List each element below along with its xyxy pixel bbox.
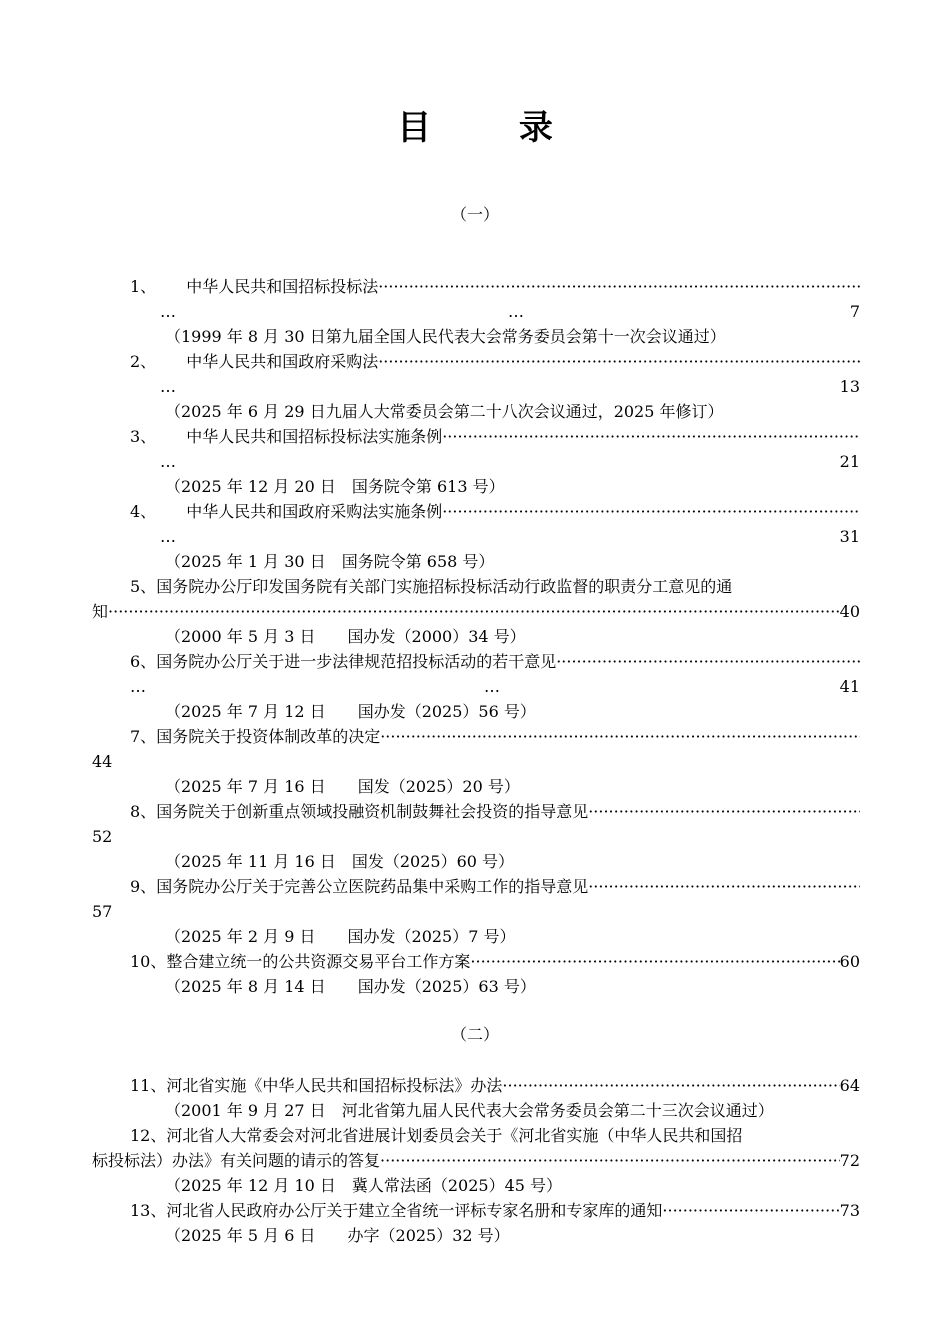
leader-dots — [378, 349, 860, 374]
page-number: 57 — [92, 902, 113, 921]
leader-dots — [378, 274, 860, 299]
entry-note: （2025 年 6 月 29 日九届人大常委员会第二十八次会议通过，2025 年修订） — [165, 402, 724, 421]
toc-entry-5[interactable] — [130, 574, 860, 599]
entry-note: （2025 年 12 月 20 日 国务院令第 613 号） — [165, 477, 505, 496]
leader-continuation: … — [130, 677, 146, 696]
entry-note: （2000 年 5 月 3 日 国办发（2000）34 号） — [165, 627, 526, 646]
entry-note: （2025 年 7 月 12 日 国办发（2025）56 号） — [165, 702, 536, 721]
entry-note: （2025 年 7 月 16 日 国发（2025）20 号） — [165, 777, 520, 796]
entry-title: 中华人民共和国政府采购法实施条例 — [186, 502, 443, 521]
entry-title: 国务院办公厅关于进一步法律规范招投标活动的若干意见 — [156, 652, 557, 671]
entry-number: 2、 — [130, 352, 157, 371]
toc-entry-4[interactable] — [92, 499, 860, 524]
leader-dots — [662, 1198, 839, 1223]
page-number: 72 — [839, 1151, 860, 1170]
leader-continuation: … — [160, 452, 176, 471]
toc-entry-9[interactable] — [130, 874, 860, 899]
leader-dots — [442, 499, 860, 524]
toc-entry-12-cont[interactable] — [92, 1148, 860, 1173]
page-title: 目 录 — [397, 108, 591, 148]
entry-note: （1999 年 8 月 30 日第九届全国人民代表大会常务委员会第十一次会议通过） — [165, 327, 726, 346]
entry-number: 8、 — [130, 802, 157, 821]
leader-dots — [588, 874, 860, 899]
toc-entry-11[interactable] — [130, 1073, 860, 1098]
toc-entry-3[interactable] — [92, 424, 860, 449]
toc-entry-7[interactable] — [130, 724, 860, 749]
entry-number: 5、 — [130, 577, 157, 596]
entry-title: 河北省人大常委会对河北省进展计划委员会关于《河北省实施（中华人民共和国招 — [166, 1126, 743, 1145]
page-number: 64 — [839, 1076, 860, 1095]
entry-note: （2025 年 12 月 10 日 冀人常法函（2025）45 号） — [165, 1176, 563, 1195]
section-heading-2: （二） — [450, 1025, 499, 1044]
entry-number: 12、 — [130, 1126, 167, 1145]
entry-note: （2001 年 9 月 27 日 河北省第九届人民代表大会常务委员会第二十三次会议通过） — [165, 1101, 774, 1120]
leader-dots — [588, 799, 860, 824]
leader-dots — [108, 599, 840, 624]
entry-note: （2025 年 1 月 30 日 国务院令第 658 号） — [165, 552, 495, 571]
entry-title: 中华人民共和国招标投标法实施条例 — [186, 427, 443, 446]
entry-number: 9、 — [130, 877, 157, 896]
entry-title: 国务院关于投资体制改革的决定 — [156, 727, 381, 746]
entry-number: 4、 — [130, 502, 157, 521]
leader-continuation: … — [160, 302, 176, 321]
entry-number: 7、 — [130, 727, 157, 746]
page-number: 60 — [839, 952, 860, 971]
toc-entry-10[interactable] — [130, 949, 860, 974]
entry-number: 10、 — [130, 952, 167, 971]
toc-entry-12[interactable] — [130, 1123, 860, 1148]
leader-continuation: … — [160, 527, 176, 546]
leader-continuation: … — [508, 302, 524, 321]
entry-title: 国务院关于创新重点领域投融资机制鼓舞社会投资的指导意见 — [156, 802, 589, 821]
page-number: 40 — [839, 602, 860, 621]
entry-title: 国务院办公厅印发国务院有关部门实施招标投标活动行政监督的职责分工意见的通 — [156, 577, 733, 596]
entry-title-cont: 知 — [92, 602, 109, 621]
page-number: 41 — [839, 677, 860, 696]
leader-dots — [556, 649, 860, 674]
toc-entry-2[interactable] — [92, 349, 860, 374]
toc-entry-5-cont[interactable] — [92, 599, 860, 624]
page-number: 52 — [92, 827, 113, 846]
entry-note: （2025 年 11 月 16 日 国发（2025）60 号） — [165, 852, 515, 871]
toc-entry-13[interactable] — [130, 1198, 860, 1223]
page-number: 44 — [92, 752, 113, 771]
toc-entry-8[interactable] — [130, 799, 860, 824]
leader-dots — [470, 949, 839, 974]
leader-dots — [442, 424, 860, 449]
entry-number: 1、 — [130, 277, 157, 296]
entry-note: （2025 年 8 月 14 日 国办发（2025）63 号） — [165, 977, 536, 996]
entry-title: 中华人民共和国招标投标法 — [186, 277, 379, 296]
toc-entry-1[interactable] — [92, 274, 860, 299]
leader-continuation: … — [160, 377, 176, 396]
entry-title: 中华人民共和国政府采购法 — [186, 352, 379, 371]
section-heading-1: （一） — [450, 205, 499, 224]
entry-note: （2025 年 2 月 9 日 国办发（2025）7 号） — [165, 927, 516, 946]
toc-entry-6[interactable] — [130, 649, 860, 674]
page-number: 7 — [849, 302, 860, 321]
entry-title: 河北省人民政府办公厅关于建立全省统一评标专家名册和专家库的通知 — [166, 1201, 663, 1220]
page-number: 31 — [839, 527, 860, 546]
entry-number: 11、 — [130, 1076, 167, 1095]
page-number: 21 — [839, 452, 860, 471]
entry-number: 6、 — [130, 652, 157, 671]
leader-continuation: … — [484, 677, 500, 696]
leader-dots — [380, 724, 860, 749]
entry-title: 河北省实施《中华人民共和国招标投标法》办法 — [166, 1076, 503, 1095]
entry-title: 整合建立统一的公共资源交易平台工作方案 — [166, 952, 471, 971]
entry-number: 3、 — [130, 427, 157, 446]
entry-title: 国务院办公厅关于完善公立医院药品集中采购工作的指导意见 — [156, 877, 589, 896]
entry-note: （2025 年 5 月 6 日 办字（2025）32 号） — [165, 1226, 510, 1245]
entry-number: 13、 — [130, 1201, 167, 1220]
leader-dots — [380, 1148, 840, 1173]
page-number: 13 — [839, 377, 860, 396]
entry-title-cont: 标投标法）办法》有关问题的请示的答复 — [92, 1151, 381, 1170]
page-number: 73 — [839, 1201, 860, 1220]
leader-dots — [502, 1073, 839, 1098]
